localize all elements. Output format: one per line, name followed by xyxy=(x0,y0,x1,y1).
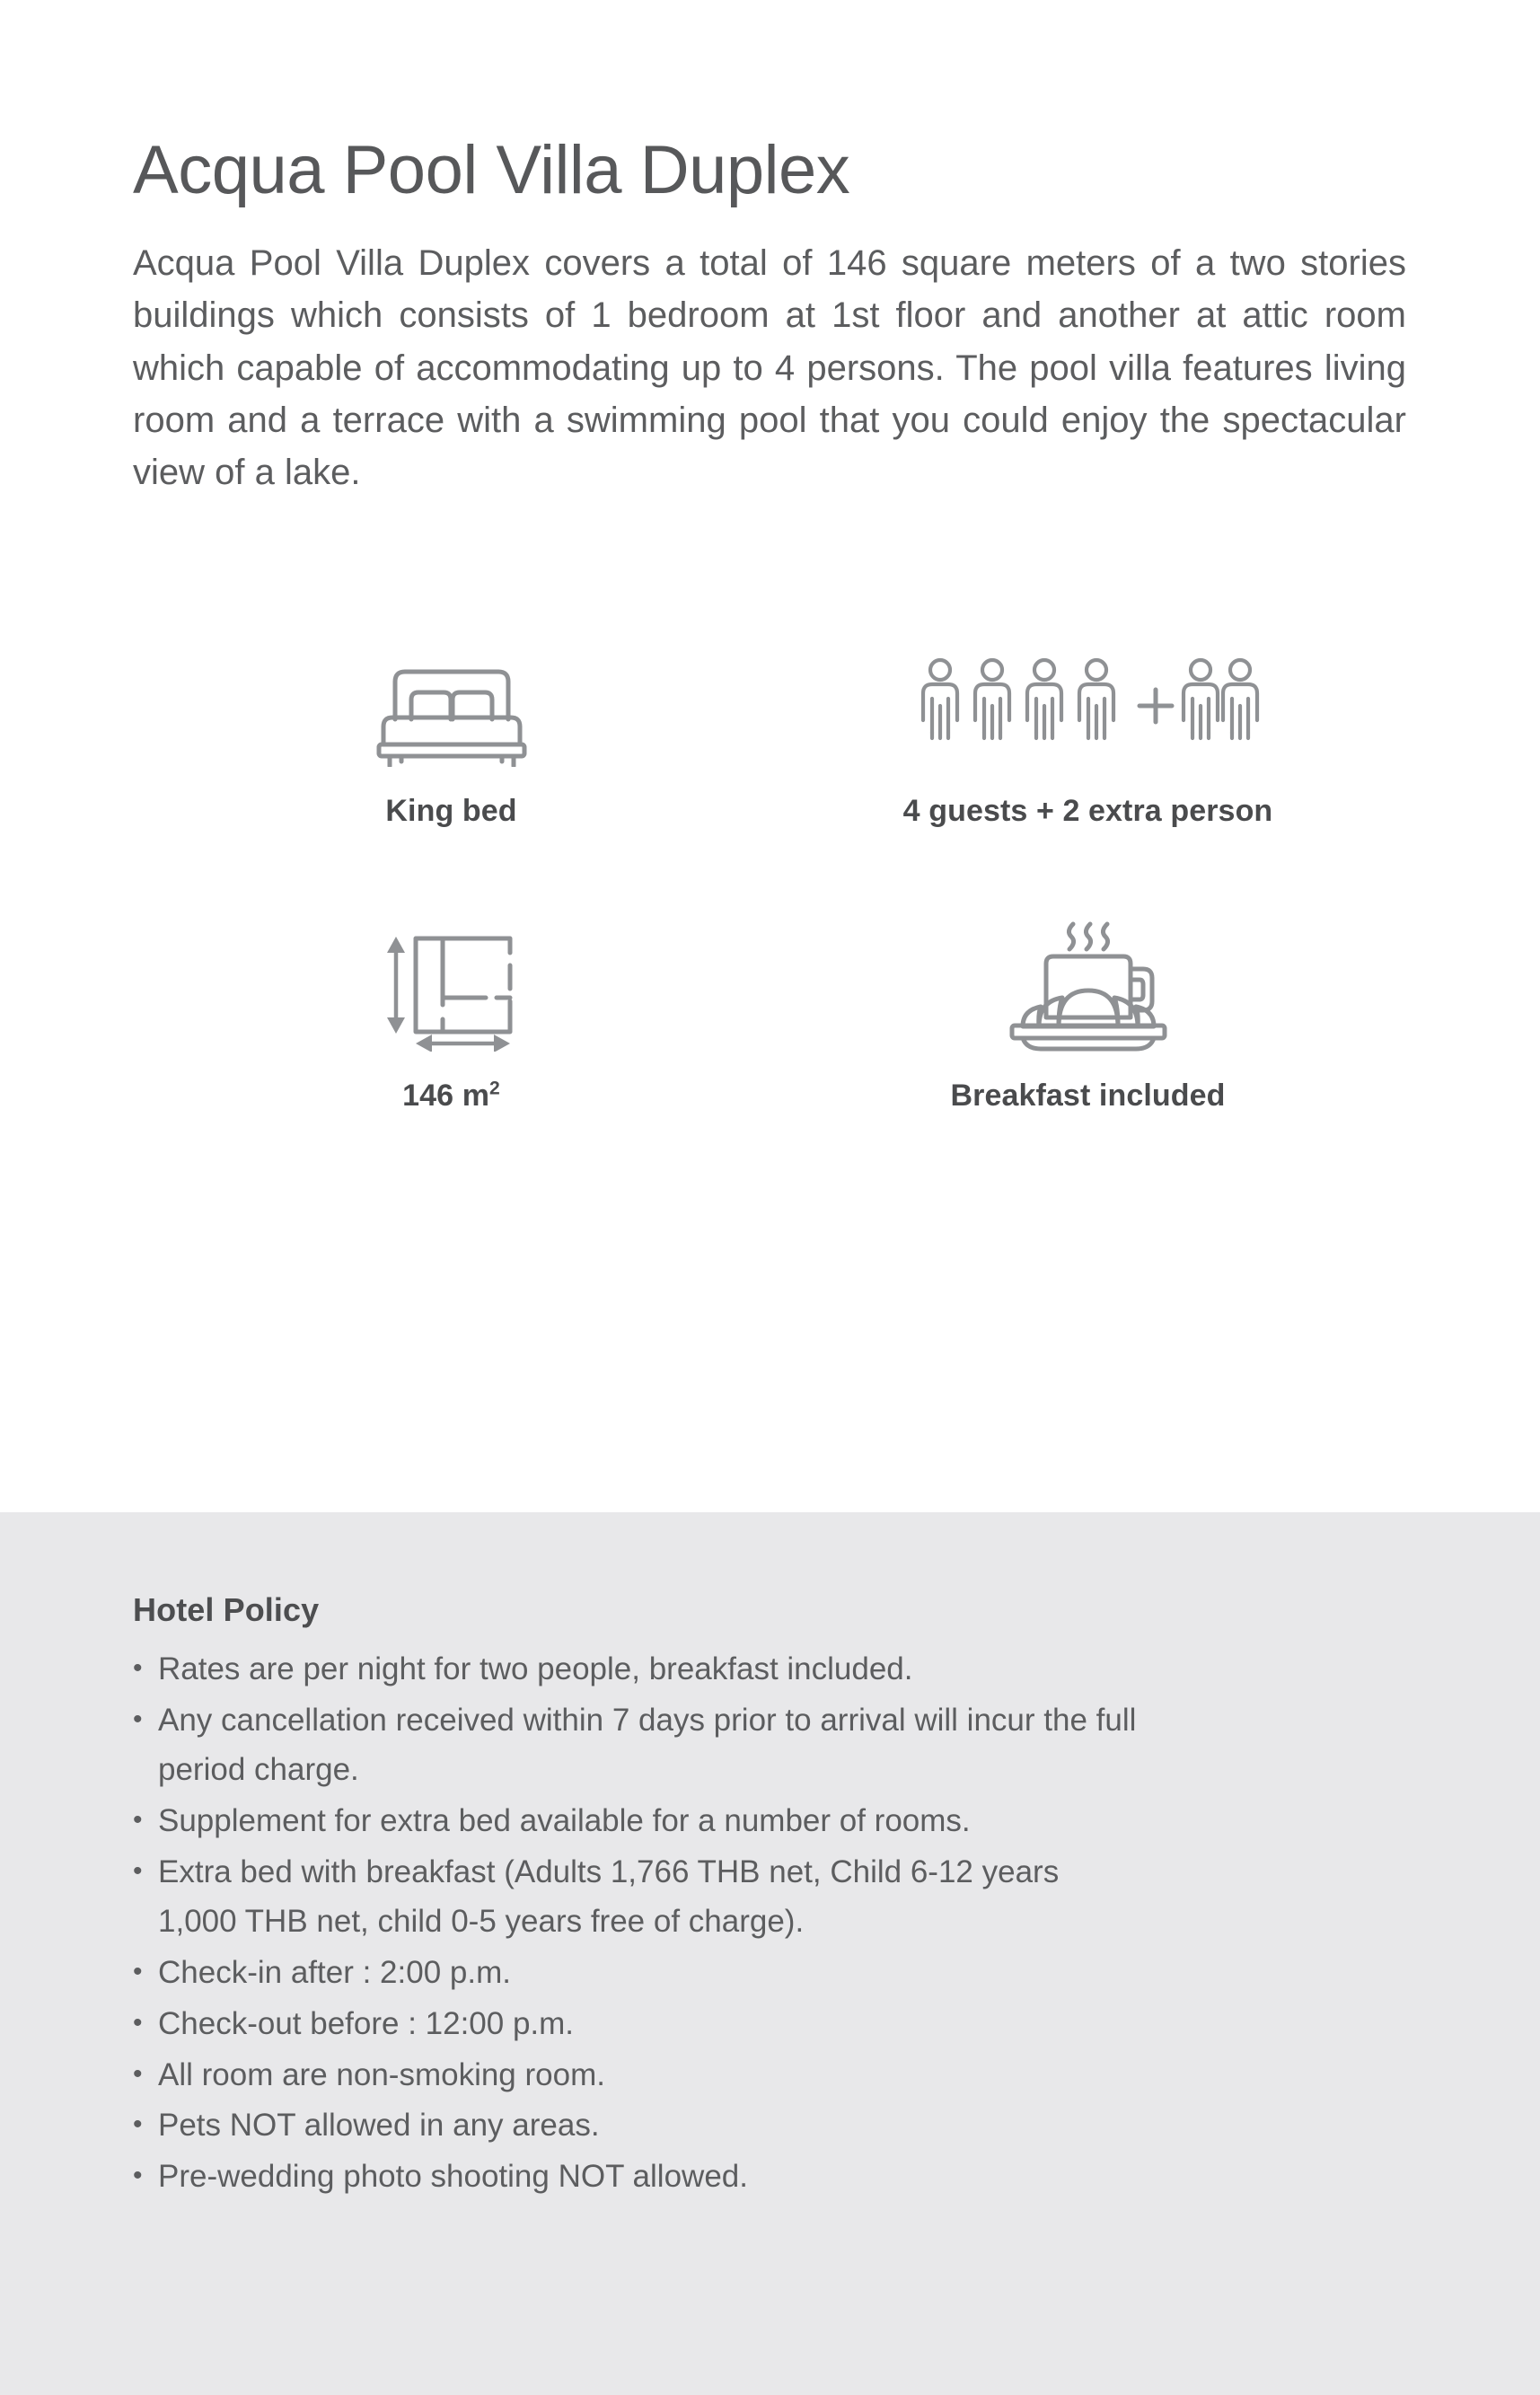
feature-label-breakfast: Breakfast included xyxy=(950,1078,1226,1113)
policy-item-text: Extra bed with breakfast (Adults 1,766 THB net, Child 6-12 years xyxy=(158,1853,1060,1889)
policy-item xyxy=(133,1696,1405,1795)
feature-floor-area xyxy=(133,890,770,1114)
breakfast-icon xyxy=(1003,890,1174,1052)
floor-area-icon xyxy=(380,890,524,1052)
policy-item-text: Any cancellation received within 7 days prior to arrival will incur the full xyxy=(158,1702,1137,1738)
policy-item xyxy=(133,1848,1405,1947)
room-features-grid xyxy=(133,605,1406,1114)
policy-item-text: All room are non-smoking room. xyxy=(158,2056,605,2092)
policy-item xyxy=(133,1645,1405,1695)
policy-item xyxy=(133,2051,1405,2100)
feature-king-bed xyxy=(133,605,770,829)
policy-title: Hotel Policy xyxy=(133,1591,320,1628)
feature-guest-capacity xyxy=(770,605,1406,829)
policy-item-continuation: 1,000 THB net, child 0-5 years free of charge). xyxy=(158,1903,805,1939)
page-title: Acqua Pool Villa Duplex xyxy=(133,132,850,208)
feature-label-guest-capacity: 4 guests + 2 extra person xyxy=(902,793,1273,828)
policy-item xyxy=(133,2101,1405,2151)
policy-item xyxy=(133,2000,1405,2049)
policy-item-text: Pre-wedding photo shooting NOT allowed. xyxy=(158,2159,748,2195)
guests-icon xyxy=(913,605,1263,767)
floor-area-unit-exponent: 2 xyxy=(489,1078,500,1099)
policy-item xyxy=(133,1797,1405,1846)
bed-icon xyxy=(375,605,528,767)
policy-item xyxy=(133,2153,1405,2202)
policy-item-continuation: period charge. xyxy=(158,1751,359,1787)
policy-item-text: Supplement for extra bed available for a number of rooms. xyxy=(158,1802,971,1838)
policy-item-text: Check-in after : 2:00 p.m. xyxy=(158,1954,511,1990)
floor-area-value: 146 m xyxy=(402,1078,490,1113)
hotel-policy-section xyxy=(0,1512,1540,2395)
policy-item-text: Check-out before : 12:00 p.m. xyxy=(158,2005,575,2041)
feature-breakfast xyxy=(770,890,1406,1114)
feature-label-floor-area xyxy=(402,1079,500,1114)
policy-item xyxy=(133,1949,1405,1998)
policy-item-text: Pets NOT allowed in any areas. xyxy=(158,2108,600,2144)
policy-item-text: Rates are per night for two people, breakfast included. xyxy=(158,1651,913,1686)
room-description: Acqua Pool Villa Duplex covers a total of 146 square meters of a two stories buildings which consists of 1 bedroom at 1st floor and another at attic room which capable of accommodating up to 4 persons. The pool villa features living room and a terrace with a swimming pool that you could enjoy the spectacular view of a lake. xyxy=(133,242,1406,493)
feature-label-king-bed: King bed xyxy=(385,793,517,828)
policy-list xyxy=(133,1645,1405,2202)
